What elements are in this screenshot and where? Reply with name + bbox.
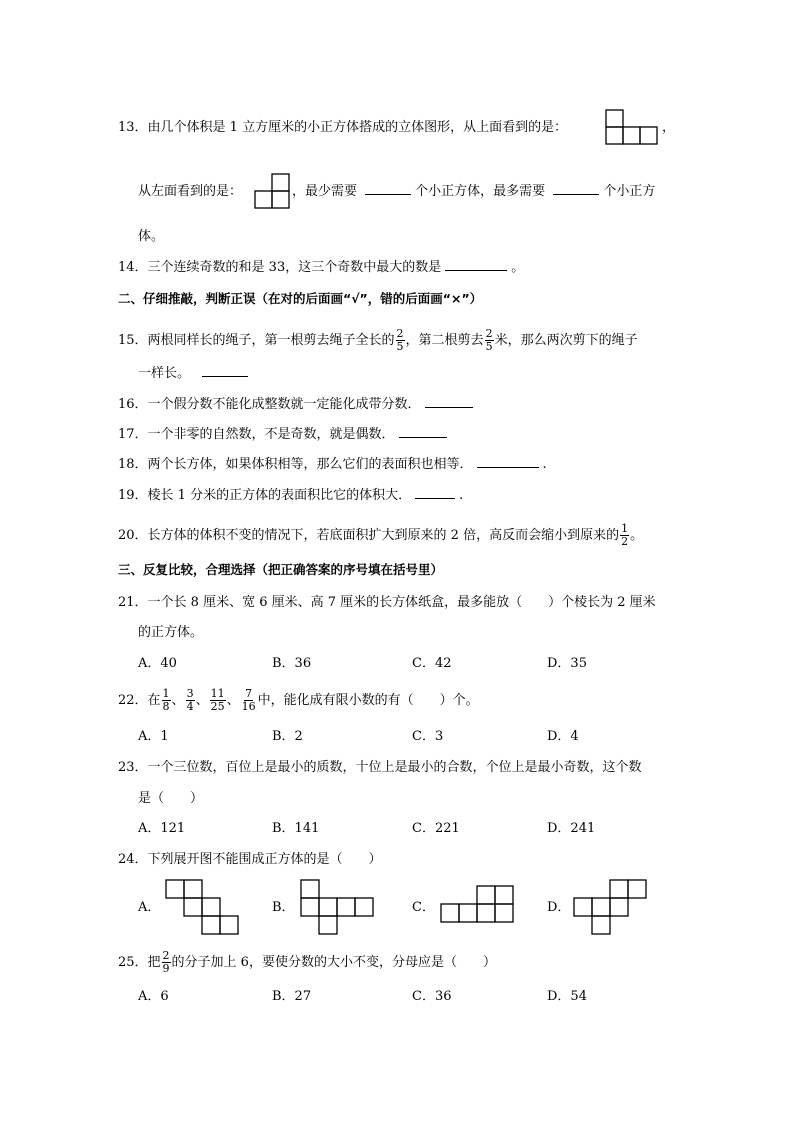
q23-option-a[interactable]: A．121 xyxy=(138,821,186,836)
q13-text-part4: 个小正方体，最多需要 xyxy=(415,184,546,199)
q25-frac-denominator: 9 xyxy=(162,962,170,975)
q15-line2 xyxy=(138,364,252,384)
q15-fraction-2 xyxy=(485,328,494,353)
q22-option-a[interactable]: A．1 xyxy=(138,729,169,744)
q20-frac-denominator: 2 xyxy=(621,535,629,548)
q22-line xyxy=(118,688,479,713)
q14-end: 。 xyxy=(511,260,525,275)
q16-line xyxy=(118,395,477,415)
q22-prefix: 22．在 xyxy=(118,693,161,708)
q24-option-a-label[interactable]: A． xyxy=(138,900,161,915)
q22-fraction-4 xyxy=(241,688,257,713)
q25-option-a[interactable]: A．6 xyxy=(138,989,169,1004)
q22-frac4-numerator: 7 xyxy=(245,687,253,700)
q13-text-part1: 13．由几个体积是 1 立方厘米的小正方体搭成的立体图形，从上面看到的是： xyxy=(118,120,568,135)
q22-frac1-numerator: 1 xyxy=(162,687,170,700)
q25-fraction xyxy=(162,950,171,975)
q21-line1: 21．一个长 8 厘米、宽 6 厘米、高 7 厘米的长方体纸盒，最多能放（ ）个棱长为 2 厘米 xyxy=(118,595,656,610)
q25-suffix: 的分子加上 6，要使分数的大小不变，分母应是（ ） xyxy=(171,955,496,970)
q25-option-d[interactable]: D．54 xyxy=(547,989,587,1004)
q15-text-part3: 米，那么两次剪下的绳子 xyxy=(494,333,638,348)
q22-option-d[interactable]: D．4 xyxy=(547,729,579,744)
q24-net-c[interactable] xyxy=(439,884,523,928)
q22-separator: 、 xyxy=(171,693,185,708)
q18-line xyxy=(118,455,547,475)
q15-fraction-1 xyxy=(396,328,405,353)
q23-option-c[interactable]: C．221 xyxy=(412,821,460,836)
q22-frac2-numerator: 3 xyxy=(186,687,194,700)
q25-option-c[interactable]: C．36 xyxy=(412,989,452,1004)
q25-prefix: 25．把 xyxy=(118,955,161,970)
q15-blank[interactable] xyxy=(202,364,248,377)
q13-blank-min[interactable] xyxy=(365,182,411,195)
q23-line2: 是（ ） xyxy=(138,791,204,806)
q25-line xyxy=(118,950,496,975)
q25-frac-numerator: 2 xyxy=(162,949,170,962)
q21-option-a[interactable]: A．40 xyxy=(138,656,177,671)
q13-line1 xyxy=(118,118,567,138)
q22-frac3-numerator: 11 xyxy=(210,687,225,700)
q17-blank[interactable] xyxy=(399,425,447,438)
section-2-heading: 二、仔细推敲，判断正误（在对的后面画“√”，错的后面画“×”） xyxy=(118,291,483,306)
q23-option-b[interactable]: B．141 xyxy=(272,821,320,836)
q22-frac3-denominator: 25 xyxy=(210,700,225,713)
q18-text: 18．两个长方体，如果体积相等，那么它们的表面积也相等． xyxy=(118,457,473,472)
q13-blank-max[interactable] xyxy=(553,182,599,195)
q14-blank[interactable] xyxy=(445,258,507,271)
q19-line xyxy=(118,486,463,506)
q23-option-d[interactable]: D．241 xyxy=(547,821,596,836)
q24-net-d[interactable] xyxy=(572,878,652,936)
q13-top-view-figure xyxy=(604,108,660,148)
q25-option-b[interactable]: B．27 xyxy=(272,989,312,1004)
q21-line2: 的正方体。 xyxy=(138,625,204,640)
q24-line: 24．下列展开图不能围成正方体的是（ ） xyxy=(118,852,382,867)
q18-end: . xyxy=(542,457,547,472)
q20-end: 。 xyxy=(630,528,644,543)
q22-fraction-2 xyxy=(186,688,195,713)
q19-blank[interactable] xyxy=(415,486,455,499)
q17-text: 17．一个非零的自然数，不是奇数，就是偶数． xyxy=(118,427,395,442)
q24-net-b[interactable] xyxy=(299,878,379,936)
q15-text-part4: 一样长。 xyxy=(138,366,191,381)
q16-text: 16．一个假分数不能化成整数就一定能化成带分数． xyxy=(118,397,421,412)
q22-fraction-1 xyxy=(162,688,171,713)
q13-text-part6: 体。 xyxy=(138,229,165,244)
q20-fraction xyxy=(620,523,629,548)
q19-end: . xyxy=(459,488,464,503)
q17-line xyxy=(118,425,451,445)
q13-line2-rest xyxy=(292,182,655,202)
q22-frac4-denominator: 16 xyxy=(241,700,256,713)
q14-text: 14．三个连续奇数的和是 33，这三个奇数中最大的数是 xyxy=(118,260,442,275)
q22-fraction-3 xyxy=(210,688,226,713)
q24-option-d-label[interactable]: D． xyxy=(547,900,571,915)
q21-option-d[interactable]: D．35 xyxy=(547,656,587,671)
q19-text: 19．棱长 1 分米的正方体的表面积比它的体积大． xyxy=(118,488,412,503)
q24-option-b-label[interactable]: B． xyxy=(272,900,295,915)
q13-text-part2: 从左面看到的是： xyxy=(138,184,243,199)
q13-text-part3: ，最少需要 xyxy=(292,184,358,199)
q24-net-a[interactable] xyxy=(164,878,244,936)
q15-frac2-numerator: 2 xyxy=(485,327,493,340)
q20-line xyxy=(118,523,643,548)
q13-left-view-figure xyxy=(252,172,292,212)
q22-frac1-denominator: 8 xyxy=(162,700,170,713)
section-3-heading: 三、反复比较，合理选择（把正确答案的序号填在括号里） xyxy=(118,562,444,577)
q15-frac1-denominator: 5 xyxy=(396,340,404,353)
q15-line1 xyxy=(118,328,638,353)
q23-line1: 23．一个三位数，百位上是最小的质数，十位上是最小的合数，个位上是最小奇数，这个数 xyxy=(118,760,642,775)
q15-text-part2: ，第二根剪去 xyxy=(405,333,484,348)
q21-option-b[interactable]: B．36 xyxy=(272,656,312,671)
q15-frac1-numerator: 2 xyxy=(396,327,404,340)
q13-comma: ， xyxy=(662,120,676,135)
q22-frac2-denominator: 4 xyxy=(186,700,194,713)
q13-line2 xyxy=(138,182,242,202)
q13-text-part5: 个小正方 xyxy=(603,184,656,199)
q18-blank[interactable] xyxy=(477,455,539,468)
q20-frac-numerator: 1 xyxy=(621,522,629,535)
q22-separator: 、 xyxy=(195,693,209,708)
q14-line xyxy=(118,258,524,278)
q22-option-c[interactable]: C．3 xyxy=(412,729,444,744)
q22-separator: 、 xyxy=(226,693,240,708)
q24-option-c-label[interactable]: C． xyxy=(412,900,435,915)
q21-option-c[interactable]: C．42 xyxy=(412,656,452,671)
q15-text-part1: 15．两根同样长的绳子，第一根剪去绳子全长的 xyxy=(118,333,395,348)
q20-text: 20．长方体的体积不变的情况下，若底面积扩大到原来的 2 倍，高反而会缩小到原来的 xyxy=(118,528,620,543)
q15-frac2-denominator: 5 xyxy=(485,340,493,353)
q22-option-b[interactable]: B．2 xyxy=(272,729,303,744)
q22-suffix: 中，能化成有限小数的有（ ）个。 xyxy=(257,693,479,708)
q16-blank[interactable] xyxy=(425,395,473,408)
